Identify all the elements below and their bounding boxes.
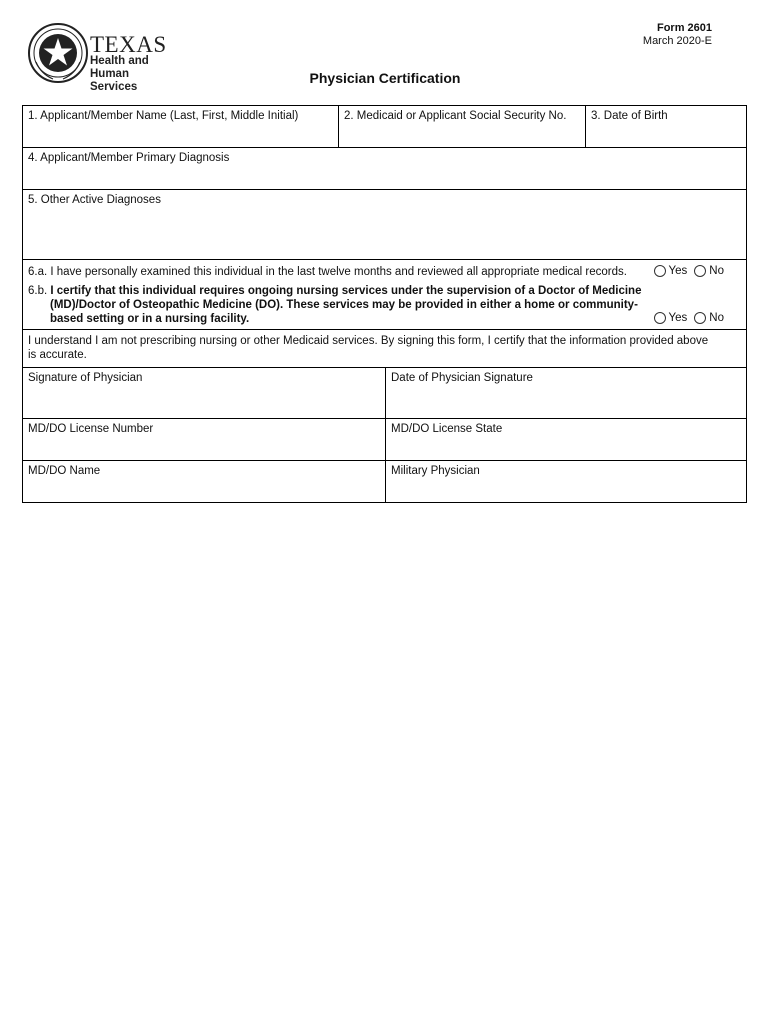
applicant-row xyxy=(23,106,746,148)
other-diagnoses-row xyxy=(23,190,746,260)
military-physician-field[interactable] xyxy=(385,461,746,502)
primary-diagnosis-field[interactable] xyxy=(23,148,746,189)
form-number: Form 2601 xyxy=(656,22,712,34)
certification-line1: I understand I am not prescribing nursing or other Medicaid services. By signing this form, I certify that the information provided above xyxy=(28,335,709,347)
md-name-label: MD/DO Name xyxy=(28,465,101,477)
radio-yes-6a[interactable] xyxy=(654,265,666,277)
page-title: Physician Certification xyxy=(309,70,461,86)
question-6b-text-line2: (MD)/Doctor of Osteopathic Medicine (DO). These services may be provided in either a home or community- xyxy=(50,299,638,311)
signature-label: Signature of Physician xyxy=(28,372,143,384)
question-6-row xyxy=(23,260,746,330)
question-6b-options xyxy=(651,312,724,324)
question-6b-text-line1: I certify that this individual requires ongoing nursing services under the supervision of a Doctor of Medicine xyxy=(50,285,642,297)
question-6a-yes[interactable] xyxy=(654,265,688,277)
certification-statement xyxy=(23,330,746,367)
question-6b-no[interactable] xyxy=(694,312,724,324)
primary-diagnosis-label: 4. Applicant/Member Primary Diagnosis xyxy=(28,152,230,164)
applicant-name-label: 1. Applicant/Member Name (Last, First, Middle Initial) xyxy=(28,110,299,122)
license-row xyxy=(23,419,746,461)
dob-label: 3. Date of Birth xyxy=(591,110,668,122)
name-row xyxy=(23,461,746,502)
radio-no-6b[interactable] xyxy=(694,312,706,324)
ssn-field[interactable] xyxy=(338,106,585,147)
question-6 xyxy=(23,260,746,329)
yes-label: Yes xyxy=(668,265,688,277)
certification-statement-row xyxy=(23,330,746,368)
license-number-field[interactable] xyxy=(23,419,385,460)
agency-name: TEXAS xyxy=(90,32,167,57)
question-6a-no[interactable] xyxy=(694,265,724,277)
signature-date-field[interactable] xyxy=(385,368,746,418)
no-label: No xyxy=(709,312,724,324)
license-state-field[interactable] xyxy=(385,419,746,460)
other-diagnoses-label: 5. Other Active Diagnoses xyxy=(28,194,161,206)
question-6b-text-line3: based setting or in a nursing facility. xyxy=(50,313,250,325)
form-identifier xyxy=(643,22,712,48)
signature-row xyxy=(23,368,746,419)
agency-subname-line1: Health and Human xyxy=(90,55,149,80)
question-6a xyxy=(28,265,741,279)
agency-subname-line2: Services xyxy=(90,81,138,93)
certification-form xyxy=(22,105,747,503)
yes-label: Yes xyxy=(668,312,688,324)
ssn-label: 2. Medicaid or Applicant Social Security No. xyxy=(344,110,567,122)
dob-field[interactable] xyxy=(585,106,746,147)
license-number-label: MD/DO License Number xyxy=(28,423,154,435)
applicant-name-field[interactable] xyxy=(23,106,338,147)
md-name-field[interactable] xyxy=(23,461,385,502)
no-label: No xyxy=(709,265,724,277)
signature-date-label: Date of Physician Signature xyxy=(391,372,533,384)
question-6a-options xyxy=(651,265,724,277)
form-date: March 2020-E xyxy=(642,35,712,47)
certification-line2: is accurate. xyxy=(28,349,87,361)
radio-yes-6b[interactable] xyxy=(654,312,666,324)
primary-diagnosis-row xyxy=(23,148,746,190)
military-physician-label: Military Physician xyxy=(391,465,480,477)
license-state-label: MD/DO License State xyxy=(391,423,503,435)
question-6b-prefix: 6.b. xyxy=(28,285,48,297)
question-6b-line1 xyxy=(28,284,741,298)
signature-field[interactable] xyxy=(23,368,385,418)
other-diagnoses-field[interactable] xyxy=(23,190,746,259)
question-6b xyxy=(28,284,741,326)
radio-no-6a[interactable] xyxy=(694,265,706,277)
question-6a-text: 6.a. I have personally examined this individual in the last twelve months and reviewed all appropriate medical records. xyxy=(28,266,627,278)
question-6b-yes[interactable] xyxy=(654,312,688,324)
